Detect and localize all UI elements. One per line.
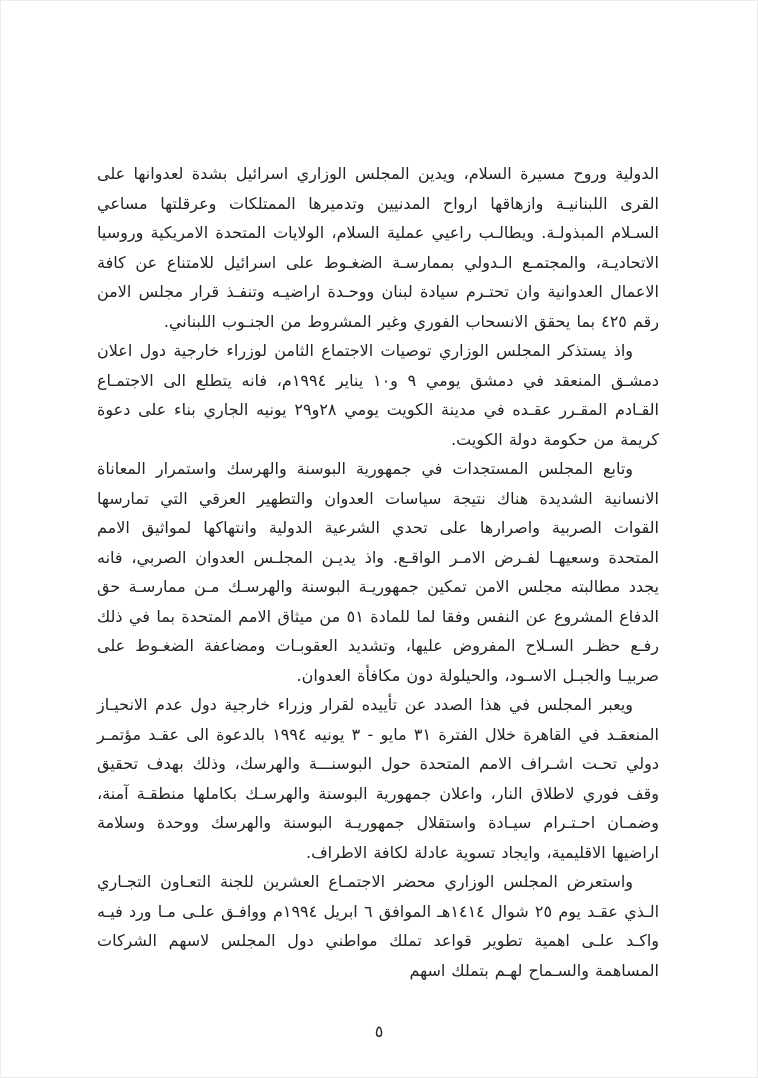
paragraph: ويعبر المجلس في هذا الصدد عن تأييده لقرار وزراء خارجية دول عدم الانحيـاز المنعقـد في القاهرة خلال الفترة ٣١ مايو - ٣ يونيه ١٩٩٤ بالدعوة الى عقـد مؤتمـر دولي تحـت اشـراف الامم المتحدة حول البوسنـــة والهرسك، وذلك بهدف تحقيق وقف فوري لاطلاق النار، واعلان جمهورية البوسنة والهرسـك بكاملها منطقـة آمنة، وضمـان احـتـرام سيـادة واستقلال جمهوريـة البوسنة والهرسك ووحدة وسلامة اراضيها الاقليمية، وايجاد تسوية عادلة لكافة الاطراف. bbox=[97, 695, 660, 862]
paragraph: واذ يستذكر المجلس الوزاري توصيات الاجتماع الثامن لوزراء خارجية دول اعلان دمشـق المنعقد في دمشق يومي ٩ و١٠ يناير ١٩٩٤م، فانه يتطلع الى الاجتمـاع القـادم المقـرر عقـده في مدينة الكويت يومي ٢٨و٢٩ يونيه الجاري بناء على دعوة كريمة من حكومة دولة الكويت. bbox=[97, 341, 660, 449]
paragraph-continuation: الدولية وروح مسيرة السلام، ويدين المجلس الوزاري اسرائيل بشدة لعدوانها على القرى اللبنانيـة وازهاقها ارواح المدنيين وتدميرها الممتلكات وعرقلتها مساعي السـلام المبذولـة. ويطالـب راعيي عملية السلام، الولايات المتحدة الامريكية وروسيا الاتحاديـة، والمجتمـع الـدولي بممارسـة الضغـوط على اسرائيل للامتناع عن كافة الاعمال العدوانية وان تحتـرم سيادة لبنان ووحـدة اراضيـه وتنفـذ قرار مجلس الامن رقم ٤٢٥ بما يحقق الانسحاب الفوري وغير المشروط من الجنـوب اللبناني. bbox=[97, 164, 659, 331]
paragraph: وتابع المجلس المستجدات في جمهورية البوسنة والهرسك واستمرار المعاناة الانسانية الشديدة هناك نتيجة سياسات العدوان والتطهير العرقي التي تمارسها القوات الصربية واصرارها على تحدي الشرعية الدولية وانتهاكها لمواثيق الامم المتحدة وسعيهـا لفـرض الامـر الواقـع. واذ يديـن المجلـس العدوان الصربي، فانه يجدد مطالبته مجلس الامن تمكين جمهوريـة البوسنة والهرسـك مـن ممارسـة حق الدفاع المشروع عن النفس وفقا لما للمادة ٥١ من ميثاق الامم المتحدة بما في ذلك رفـع حظـر السـلاح المفروض عليها، وتشديد العقوبـات ومضاعفة الضغـوط على صربيـا والجبـل الاسـود، والحيلولة دون مكافأة العدوان. bbox=[97, 459, 659, 685]
body-text bbox=[97, 159, 659, 985]
page-number: ٥ bbox=[374, 1022, 384, 1041]
paragraph: واستعرض المجلس الوزاري محضر الاجتمـاع العشرين للجنة التعـاون التجـاري الـذي عقـد يوم ٢٥ شوال ١٤١٤هـ الموافق ٦ ابريل ١٩٩٤م ووافـق علـى مـا ورد فيـه واكـد علـى اهمية تطوير قواعد تملك مواطني دول المجلس لاسهم الشركات المساهمة والسـماح لهـم بتملك اسهم bbox=[97, 872, 660, 980]
